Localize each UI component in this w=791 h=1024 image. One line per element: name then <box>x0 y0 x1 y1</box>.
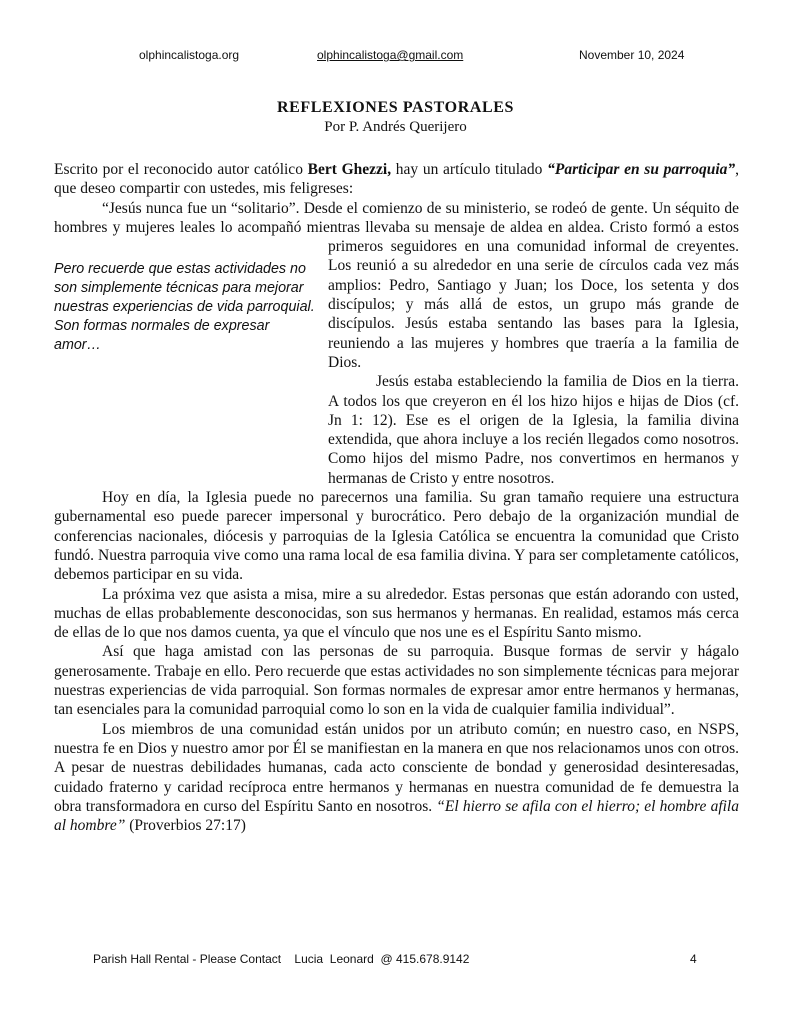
intro-text: Escrito por el reconocido autor católico <box>54 161 308 178</box>
header-date: November 10, 2024 <box>579 48 685 62</box>
pull-quote: Pero recuerde que estas actividades no son simplemente técnicas para mejorar nuestras experiencias de vida parroquial. Son formas normales de expresar amor… <box>54 261 315 353</box>
intro-article-title: “Participar en su parroquia” <box>547 161 736 178</box>
paragraph-6 <box>54 720 739 836</box>
paragraph-3: Hoy en día, la Iglesia puede no parecernos una familia. Su gran tamaño requiere una estructura gubernamental eso puede parecer impersonal y burocrático. Pero debajo de la organización mundial de conferencias nacionales, diócesis y parroquias de la Iglesia Católica se encuentra la comunidad que Cristo fundó. Nuestra parroquia vive como una rama local de esa familia divina. Y para ser completamente católicos, debemos participar en su vida. <box>54 489 739 584</box>
intro-paragraph <box>54 160 739 199</box>
article-heading <box>0 98 791 136</box>
article-title: REFLEXIONES PASTORALES <box>276 99 515 116</box>
intro-text-3: , que deseo compartir con ustedes, mis feligreses: <box>54 161 740 198</box>
header-email-link[interactable]: olphincalistoga@gmail.com <box>317 48 464 62</box>
header-website: olphincalistoga.org <box>139 48 240 62</box>
article-flow <box>54 160 739 835</box>
article-byline: Por P. Andrés Querijero <box>324 119 467 135</box>
page-number: 4 <box>690 952 697 966</box>
footer-rental-contact: Parish Hall Rental - Please Contact Lucia Leonard @ 415.678.9142 <box>93 952 470 966</box>
proverbs-quote: “El hierro se afila con el hierro; el hombre afila al hombre” <box>54 797 739 835</box>
intro-author: Bert Ghezzi, <box>307 161 392 178</box>
paragraph-4: La próxima vez que asista a misa, mire a su alrededor. Estas personas que están adorando con usted, muchas de ellas probablemente desconocidas, son sus hermanos y hermanas. En realidad, estamos más cerca de ellas de lo que nos damos cuenta, ya que el vínculo que nos une es el Espíritu Santo mismo. <box>54 585 739 642</box>
paragraph-1: “Jesús nunca fue un “solitario”. Desde el comienzo de su ministerio, se rodeó de gente. Un séquito de hombres y mujeres leales lo acompañó mientras llevaba su mensaje de aldea en aldea. Cristo formó a estos primeros seguidores en una comunidad informal de creyentes. Los reunió a su alrededor en una serie de círculos cada vez más amplios: Pedro, Santiago y Juan; los Doce, los setenta y dos discípulos; y más allá de estos, un grupo más grande de discípulos. Jesús estaba sentando las bases para la Iglesia, reuniendo a las mujeres y hombres que traería a la familia de Dios. <box>54 199 739 371</box>
paragraph-5: Así que haga amistad con las personas de su parroquia. Busque formas de servir y hágalo generosamente. Trabaje en ello. Pero recuerde que estas actividades no son simplemente técnicas para mejorar nuestras experiencias de vida parroquial. Son formas normales de expresar amor entre hermanos y hermanas, tan esenciales para la comunidad parroquial como lo son en la vida de cualquier familia individual”. <box>54 643 739 719</box>
paragraph-2: Jesús estaba estableciendo la familia de Dios en la tierra. A todos los que creyeron en él los hizo hijos e hijas de Dios (cf. Jn 1: 12). Ese es el origen de la Iglesia, la familia divina extendida, que ahora incluye a los recién llegados como nosotros. Como hijos del mismo Padre, nos convertimos en hermanos y hermanas de Cristo y entre nosotros. <box>328 373 739 487</box>
paragraph-6-text: Los miembros de una comunidad están unidos por un atributo común; en nuestro caso, en NSPS, nuestra fe en Dios y nuestro amor por Él se manifiestan en la manera en que nos relacionamos unos con otros. A pesar de nuestras debilidades humanas, cada acto consciente de bondad y generosidad desinteresadas, cuidado fraterno y caridad recíproca entre hermanos y hermanas en nuestra comunidad de fe demuestra la obra transformadora en curso del Espíritu Santo en nosotros. <box>54 720 739 815</box>
proverbs-reference: (Proverbios 27:17) <box>125 817 246 835</box>
intro-text-2: hay un artículo titulado <box>391 161 548 178</box>
pull-quote-box <box>54 256 316 472</box>
